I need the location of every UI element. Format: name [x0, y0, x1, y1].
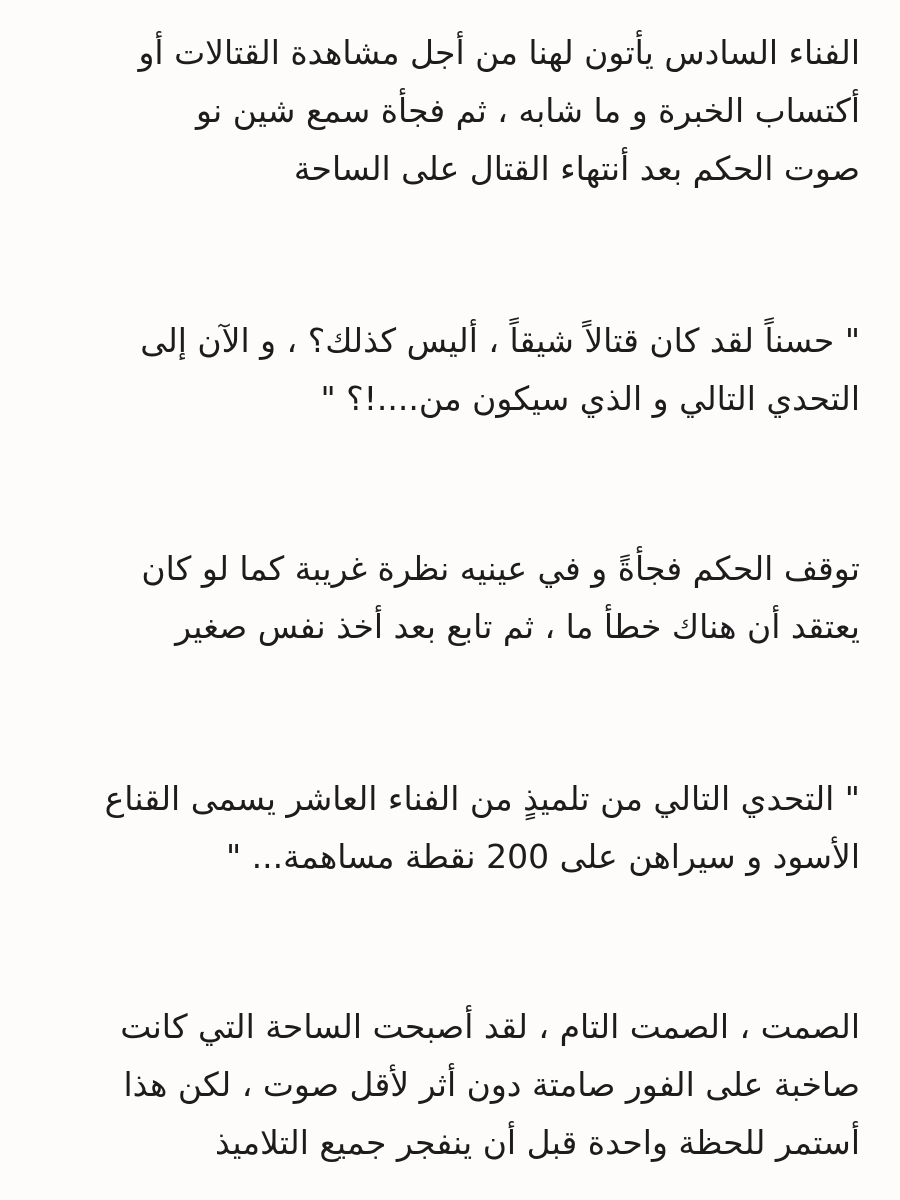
paragraph: الصمت ، الصمت التام ، لقد أصبحت الساحة التي كانت صاخبة على الفور صامتة دون أثر لأقل صوت ، لكن هذا أستمر للحظة واحدة قبل أن ينفجر جميع التلاميذ — [120, 1007, 860, 1162]
paragraph: " حسناً لقد كان قتالاً شيقاً ، أليس كذلك؟ ، و الآن إلى التحدي التالي و الذي سيكون من....!؟ " — [140, 321, 860, 418]
paragraph: الفناء السادس يأتون لهنا من أجل مشاهدة القتالات أو أكتساب الخبرة و ما شابه ، ثم فجأة سمع شين نو صوت الحكم بعد أنتهاء القتال على الساحة — [138, 33, 860, 188]
paragraph: توقف الحكم فجأةً و في عينيه نظرة غريبة كما لو كان يعتقد أن هناك خطأ ما ، ثم تابع بعد أخذ نفس صغير — [141, 549, 860, 646]
paragraph: " التحدي التالي من تلميذٍ من الفناء العاشر يسمى القناع الأسود و سيراهن على 200 نقطة مساهمة... " — [104, 779, 860, 876]
